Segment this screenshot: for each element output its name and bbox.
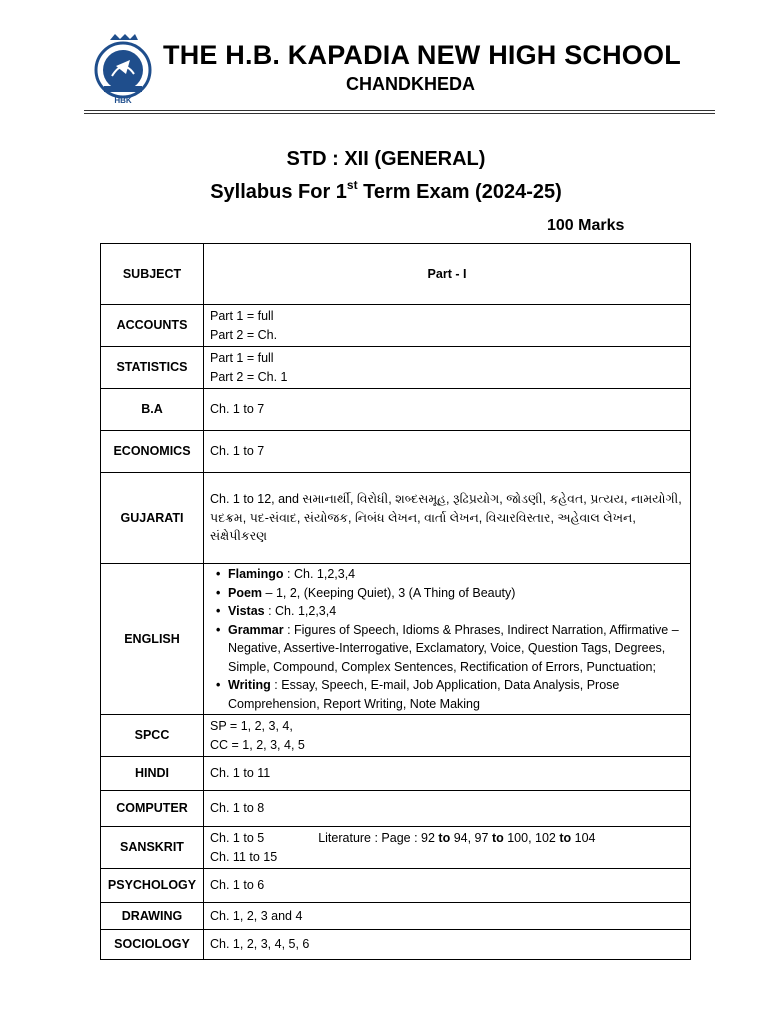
syllabus-cell: Ch. 1, 2, 3, 4, 5, 6 bbox=[204, 930, 691, 960]
syllabus-line: SP = 1, 2, 3, 4, bbox=[210, 718, 293, 733]
syllabus-cell: Ch. 1 to 7 bbox=[204, 389, 691, 431]
sanskrit-chapters: Ch. 1 to 5 bbox=[210, 830, 265, 845]
subject-cell: COMPUTER bbox=[101, 791, 204, 827]
school-name: THE H.B. KAPADIA NEW HIGH SCHOOL bbox=[163, 40, 681, 70]
english-list bbox=[210, 565, 684, 713]
syllabus-cell: Ch. 1 to 6 bbox=[204, 869, 691, 903]
syllabus-cell: Ch. 1 to 11 bbox=[204, 757, 691, 791]
school-location: CHANDKHEDA bbox=[346, 74, 475, 94]
total-marks: 100 Marks bbox=[547, 217, 625, 234]
table-row bbox=[101, 431, 691, 473]
table-row bbox=[101, 715, 691, 757]
header-rule bbox=[84, 110, 715, 111]
literature-pages bbox=[318, 829, 595, 848]
lit-to: to bbox=[491, 830, 504, 845]
lit-to: to bbox=[559, 830, 572, 845]
syllabus-cell: Ch. 1 to 7 bbox=[204, 431, 691, 473]
syllabus-line: Part 2 = Ch. bbox=[210, 327, 278, 342]
syllabus-cell bbox=[204, 827, 691, 869]
subject-cell: ECONOMICS bbox=[101, 431, 204, 473]
syllabus-line: Part 1 = full bbox=[210, 350, 274, 365]
item-value: : Ch. 1,2,3,4 bbox=[264, 604, 337, 618]
header-part: Part - I bbox=[204, 244, 691, 305]
subject-cell: PSYCHOLOGY bbox=[101, 869, 204, 903]
syllabus-line bbox=[210, 829, 684, 848]
school-logo bbox=[86, 30, 160, 106]
lit-text: 104 bbox=[571, 830, 596, 845]
subject-cell: HINDI bbox=[101, 757, 204, 791]
table-row bbox=[101, 791, 691, 827]
item-key: Flamingo bbox=[228, 567, 284, 581]
title-sup: st bbox=[346, 178, 358, 192]
list-item bbox=[220, 565, 684, 584]
syllabus-cell: Ch. 1, 2, 3 and 4 bbox=[204, 903, 691, 930]
syllabus-cell: Ch. 1 to 8 bbox=[204, 791, 691, 827]
item-value: : Essay, Speech, E-mail, Job Application, Data Analysis, Prose Comprehension, Report Writing, Note Making bbox=[228, 678, 620, 711]
item-key: Poem bbox=[228, 585, 263, 600]
title-pre: Syllabus For 1 bbox=[210, 181, 347, 203]
table-row bbox=[101, 827, 691, 869]
item-value: : Ch. 1,2,3,4 bbox=[283, 567, 356, 581]
header-subject: SUBJECT bbox=[101, 244, 204, 305]
lit-text: 100, 102 bbox=[503, 830, 560, 845]
logo-text: HBK bbox=[114, 96, 132, 105]
syllabus-table bbox=[100, 243, 691, 960]
syllabus-cell bbox=[204, 564, 691, 715]
syllabus-line: Ch. 11 to 15 bbox=[210, 849, 278, 864]
list-item bbox=[220, 676, 684, 713]
syllabus-cell bbox=[204, 347, 691, 389]
item-value: – 1, 2, (Keeping Quiet), 3 (A Thing of Beauty) bbox=[262, 585, 516, 600]
list-item bbox=[220, 621, 684, 677]
table-row bbox=[101, 869, 691, 903]
item-key: Grammar bbox=[228, 622, 284, 637]
table-row bbox=[101, 473, 691, 564]
table-row bbox=[101, 389, 691, 431]
subject-cell: ACCOUNTS bbox=[101, 305, 204, 347]
title-post: Term Exam (2024-25) bbox=[357, 181, 562, 203]
lit-text: 94, 97 bbox=[450, 830, 492, 845]
standard-heading: STD : XII (GENERAL) bbox=[286, 148, 486, 170]
syllabus-cell: Ch. 1 to 12, and સમાનાર્થી, વિરોધી, શબ્દસમૂહ, રૂઢિપ્રયોગ, જોડણી, કહેવત, પ્રત્યય, નામયોગી, પદક્રમ, પદ-સંવાદ, સંયોજક, નિબંધ લેખન, વાર્તા લેખન, વિચારવિસ્તાર, અહેવાલ લેખન, સંક્ષેપીકરણ bbox=[204, 473, 691, 564]
syllabus-title bbox=[0, 178, 768, 204]
item-key: Vistas bbox=[228, 604, 265, 618]
subject-cell: GUJARATI bbox=[101, 473, 204, 564]
syllabus-cell bbox=[204, 715, 691, 757]
subject-cell: SANSKRIT bbox=[101, 827, 204, 869]
syllabus-line: Part 2 = Ch. 1 bbox=[210, 369, 288, 384]
lit-text: Literature : Page : 92 bbox=[318, 830, 439, 845]
syllabus-cell bbox=[204, 305, 691, 347]
syllabus-line: CC = 1, 2, 3, 4, 5 bbox=[210, 737, 305, 752]
subject-cell: SOCIOLOGY bbox=[101, 930, 204, 960]
subject-cell: SPCC bbox=[101, 715, 204, 757]
table-row bbox=[101, 757, 691, 791]
header-rule bbox=[84, 113, 715, 114]
table-row bbox=[101, 930, 691, 960]
list-item bbox=[220, 602, 684, 621]
list-item bbox=[220, 584, 684, 603]
table-header-row bbox=[101, 244, 691, 305]
subject-cell: DRAWING bbox=[101, 903, 204, 930]
table-row bbox=[101, 564, 691, 715]
syllabus-line: Part 1 = full bbox=[210, 308, 274, 323]
subject-cell: B.A bbox=[101, 389, 204, 431]
item-value: : Figures of Speech, Idioms & Phrases, Indirect Narration, Affirmative – Negative, Assertive-Interrogative, Exclamatory, Voice, Question Tags, Degrees, Simple, Compound, Complex Sentences, Rectification of Errors, Punctuation; bbox=[228, 622, 679, 674]
subject-cell: STATISTICS bbox=[101, 347, 204, 389]
lit-to: to bbox=[438, 830, 451, 845]
table-row bbox=[101, 347, 691, 389]
table-row bbox=[101, 305, 691, 347]
item-key: Writing bbox=[228, 678, 271, 692]
subject-cell: ENGLISH bbox=[101, 564, 204, 715]
table-row bbox=[101, 903, 691, 930]
